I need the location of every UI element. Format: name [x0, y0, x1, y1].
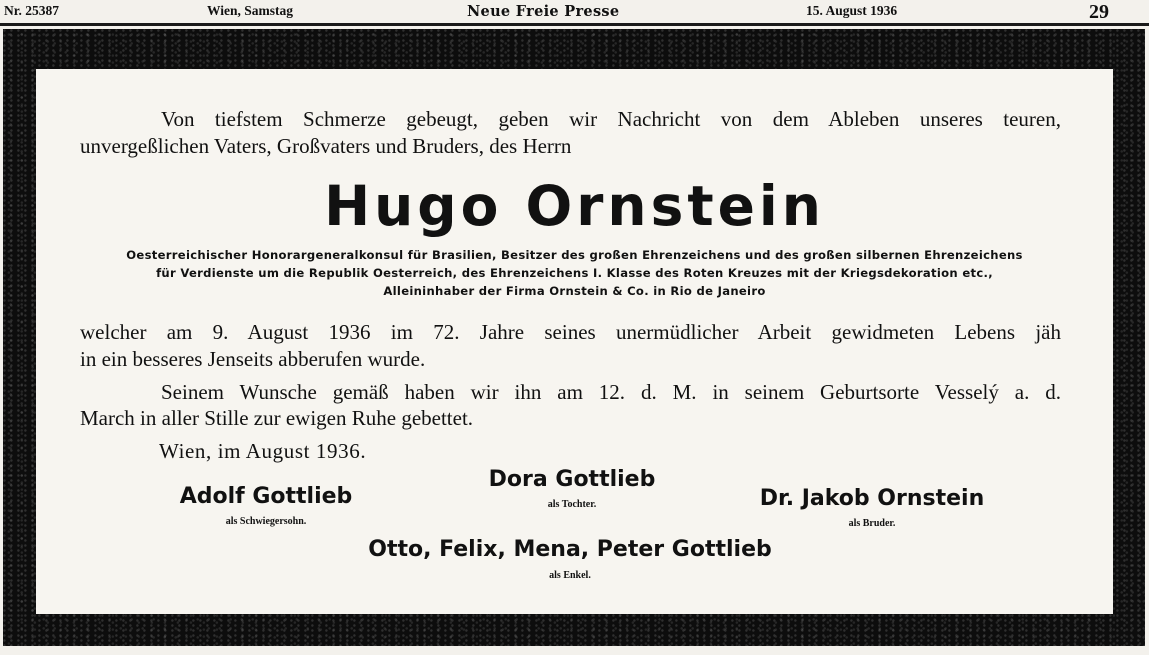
- deceased-name: Hugo Ornstein: [324, 174, 825, 238]
- titles-line-2: für Verdienste um die Republik Oesterreich, des Ehrenzeichens I. Klasse des Roten Kreuzes mit der Kriegsdekoration etc.,: [156, 266, 993, 280]
- signatory-adolf-role: als Schwiegersohn.: [225, 516, 307, 527]
- issue-number: Nr. 25387: [4, 3, 60, 18]
- intro-line-1: Von tiefstem Schmerze gebeugt, geben wir Nachricht von dem Ableben unseres teuren,: [161, 107, 1061, 131]
- place-day: Wien, Samstag: [207, 3, 294, 18]
- issue-date: 15. August 1936: [806, 3, 898, 18]
- signatory-grandchildren-role: als Enkel.: [549, 570, 591, 581]
- header-rule: [0, 23, 1149, 26]
- paragraph-1-line-1: welcher am 9. August 1936 im 72. Jahre seines unermüdlicher Arbeit gewidmeten Lebens jäh: [80, 320, 1061, 344]
- intro-line-2: unvergeßlichen Vaters, Großvaters und Bruders, des Herrn: [80, 134, 572, 158]
- signatory-jakob-name: Dr. Jakob Ornstein: [759, 486, 985, 511]
- titles-line-3: Alleininhaber der Firma Ornstein & Co. in Rio de Janeiro: [383, 284, 766, 298]
- page-number: 29: [1089, 1, 1109, 23]
- newspaper-name: Neue Freie Presse: [467, 3, 620, 20]
- titles-line-1: Oesterreichischer Honorargeneralkonsul für Brasilien, Besitzer des großen Ehrenzeichens und des großen silbernen Ehrenzeichens: [126, 248, 1023, 262]
- paragraph-2-line-1: Seinem Wunsche gemäß haben wir ihn am 12. d. M. in seinem Geburtsorte Vesselý a. d.: [161, 380, 1061, 404]
- signatory-grandchildren-names: Otto, Felix, Mena, Peter Gottlieb: [368, 537, 772, 562]
- signatory-jakob-role: als Bruder.: [848, 518, 896, 529]
- paragraph-2-line-2: March in aller Stille zur ewigen Ruhe gebettet.: [80, 406, 474, 430]
- signatory-dora-name: Dora Gottlieb: [488, 467, 656, 492]
- paragraph-1-line-2: in ein besseres Jenseits abberufen wurde.: [80, 347, 426, 371]
- signatory-dora-role: als Tochter.: [547, 499, 597, 510]
- newspaper-header: [0, 0, 1149, 24]
- closing-place-date: Wien, im August 1936.: [159, 439, 367, 463]
- signatory-adolf-name: Adolf Gottlieb: [179, 484, 353, 509]
